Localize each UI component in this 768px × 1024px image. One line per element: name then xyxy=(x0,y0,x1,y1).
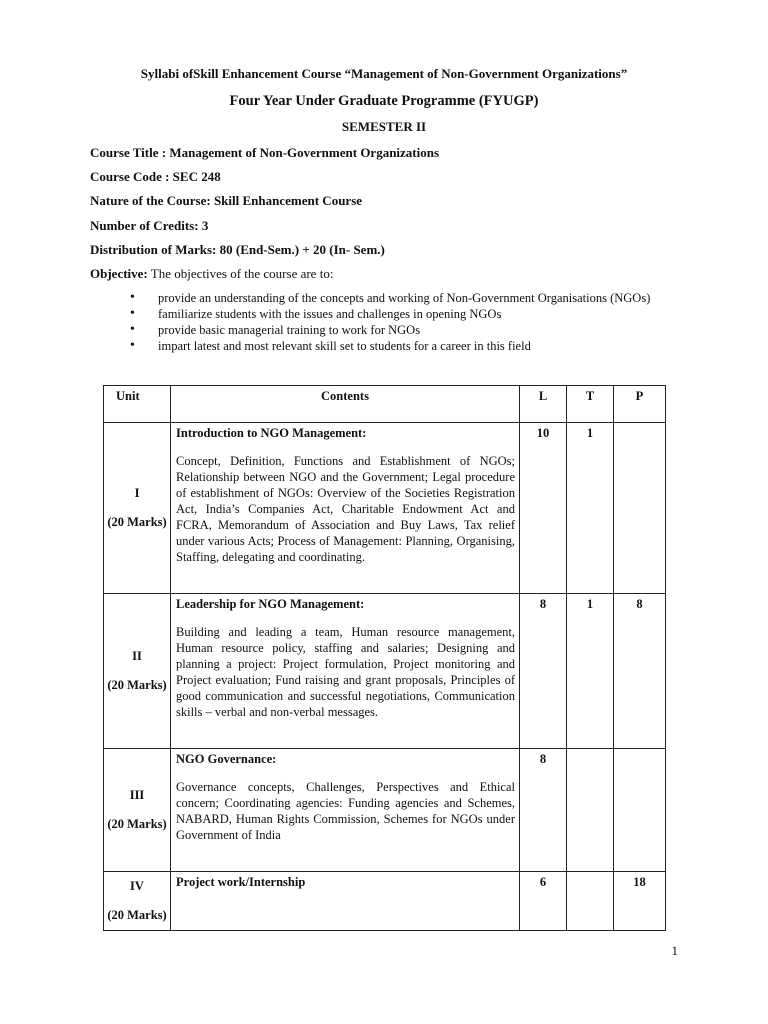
objective-item: • familiarize students with the issues and challenges in opening NGOs xyxy=(130,306,670,322)
course-credits: Number of Credits: 3 xyxy=(90,218,209,233)
content-cell xyxy=(171,749,520,872)
header-l: L xyxy=(520,386,567,423)
table-row xyxy=(104,872,666,931)
unit-cell xyxy=(104,423,171,594)
objective-item: • impart latest and most relevant skill set to students for a career in this field xyxy=(130,338,670,354)
practical-hours xyxy=(614,423,666,594)
unit-description: Governance concepts, Challenges, Perspectives and Ethical concern; Coordinating agencies: Funding agencies and Schemes, NABARD, Human Rights Commission, Schemes for NGOs under Government of India xyxy=(176,780,515,842)
practical-hours: 8 xyxy=(614,594,666,749)
table-header-row xyxy=(104,386,666,423)
unit-marks: (20 Marks) xyxy=(107,908,167,922)
objective-item: • provide an understanding of the concepts and working of Non-Government Organisations (NGOs) xyxy=(130,290,670,306)
content-cell xyxy=(171,872,520,931)
unit-marks: (20 Marks) xyxy=(107,515,167,529)
header-p: P xyxy=(614,386,666,423)
header-t: T xyxy=(567,386,614,423)
table-row xyxy=(104,594,666,749)
header-unit: Unit xyxy=(104,386,171,423)
unit-marks: (20 Marks) xyxy=(107,678,167,692)
practical-hours xyxy=(614,749,666,872)
unit-marks: (20 Marks) xyxy=(107,817,167,831)
unit-description: Concept, Definition, Functions and Establishment of NGOs; Relationship between NGO and the Government; Legal procedure of establishment of NGOs: Overview of the Societies Registration Act, India’s Companies Act, Charitable Endowment Act and FCRA, Memorandum of Association and Buy Laws, Tax relief under various Acts; Process of Management: Planning, Organising, Staffing, delegating and coordinating. xyxy=(176,454,515,564)
unit-cell xyxy=(104,749,171,872)
unit-cell xyxy=(104,872,171,931)
unit-heading: NGO Governance: xyxy=(176,752,277,766)
lecture-hours: 10 xyxy=(520,423,567,594)
course-title: Course Title : Management of Non-Government Organizations xyxy=(90,145,440,160)
course-nature: Nature of the Course: Skill Enhancement Course xyxy=(90,193,363,208)
semester-title: SEMESTER II xyxy=(341,119,427,134)
unit-number: III xyxy=(129,788,145,802)
programme-title: Four Year Under Graduate Programme (FYUGP) xyxy=(229,93,539,109)
unit-heading: Project work/Internship xyxy=(176,875,306,889)
tutorial-hours: 1 xyxy=(567,423,614,594)
tutorial-hours: 1 xyxy=(567,594,614,749)
objective-list xyxy=(130,290,670,354)
unit-heading: Introduction to NGO Management: xyxy=(176,426,367,440)
page-number: 1 xyxy=(671,943,678,958)
objective-label: Objective: xyxy=(90,266,148,281)
unit-description: Building and leading a team, Human resource management, Human resource policy, staffing and salaries; Designing and planning a project: Project formulation, Project monitoring and Project evaluation; Fund raising and grant proposals, Principles of good communication and successful negotiations, Communication skills – verbal and non-verbal messages. xyxy=(176,625,515,719)
content-cell xyxy=(171,423,520,594)
objective-item: • provide basic managerial training to work for NGOs xyxy=(130,322,670,338)
lecture-hours: 8 xyxy=(520,594,567,749)
unit-number: I xyxy=(134,486,140,500)
syllabus-table xyxy=(103,385,666,931)
objective-line xyxy=(90,266,333,282)
content-cell xyxy=(171,594,520,749)
objective-text: The objectives of the course are to: xyxy=(147,266,334,281)
unit-heading: Leadership for NGO Management: xyxy=(176,597,365,611)
unit-cell xyxy=(104,594,171,749)
header-contents: Contents xyxy=(171,386,520,423)
table-row xyxy=(104,423,666,594)
table-row xyxy=(104,749,666,872)
course-code: Course Code : SEC 248 xyxy=(90,169,221,184)
tutorial-hours xyxy=(567,749,614,872)
unit-number: IV xyxy=(130,879,144,893)
syllabus-title: Syllabi ofSkill Enhancement Course “Management of Non-Government Organizations” xyxy=(140,66,628,81)
marks-distribution: Distribution of Marks: 80 (End-Sem.) + 20 (In- Sem.) xyxy=(90,242,385,257)
tutorial-hours xyxy=(567,872,614,931)
unit-number: II xyxy=(132,649,142,663)
lecture-hours: 8 xyxy=(520,749,567,872)
lecture-hours: 6 xyxy=(520,872,567,931)
practical-hours: 18 xyxy=(614,872,666,931)
